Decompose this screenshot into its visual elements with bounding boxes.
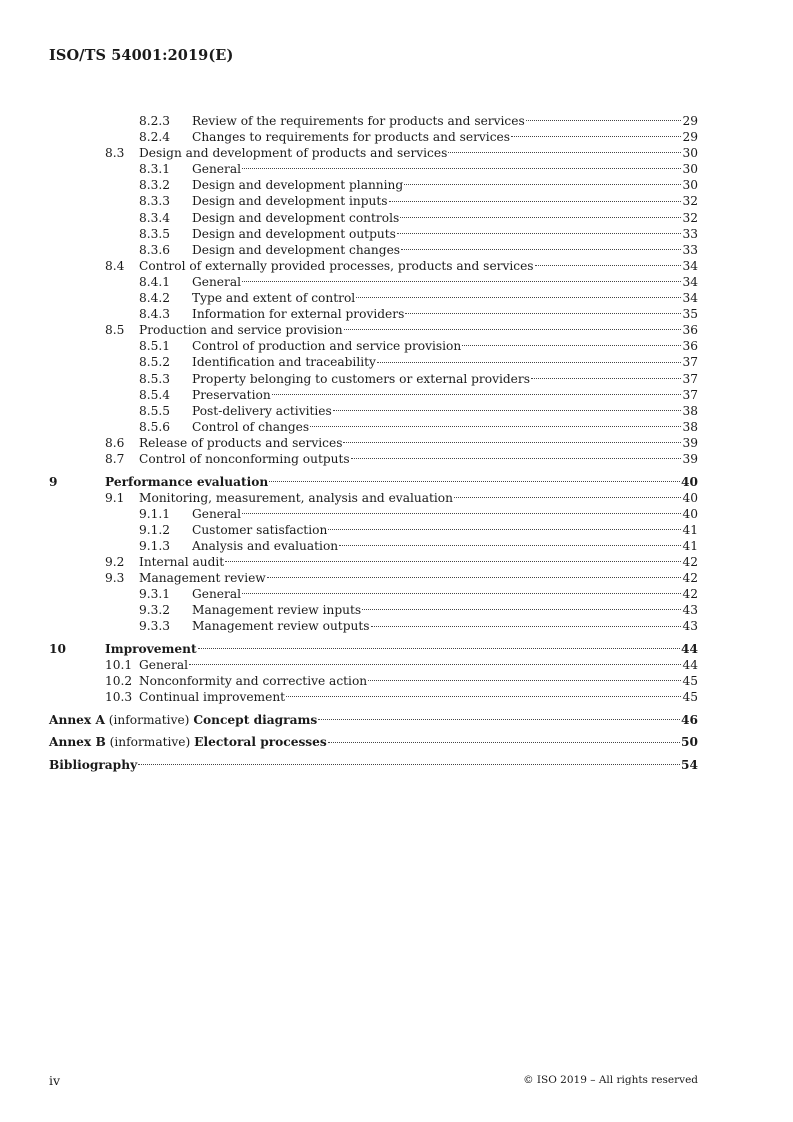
dot-leader (189, 664, 681, 665)
toc-entry-number: 8.3.1 (139, 162, 171, 177)
toc-entry-title: Property belonging to customers or external providers (192, 371, 530, 386)
toc-annex-title (49, 734, 327, 750)
toc-entry-number: 10.2 (105, 674, 133, 689)
toc-entry-title: Design and development of products and services (139, 146, 448, 161)
toc-entry-title: Preservation (192, 387, 271, 402)
toc-entry-title: Control of externally provided processes, products and services (139, 258, 534, 273)
dot-leader (242, 281, 681, 282)
toc-entry-page: 44 (681, 642, 698, 656)
toc-annex-entry[interactable] (49, 712, 698, 728)
dot-leader (351, 458, 682, 459)
toc-entry-title: Post-delivery activities (192, 403, 332, 418)
toc-entry-number: 8.7 (105, 451, 125, 466)
dot-leader (198, 648, 680, 649)
toc-entry-title: Internal audit (139, 555, 225, 570)
toc-entry-number: 8.3.4 (139, 210, 171, 225)
toc-entry-page: 43 (682, 603, 698, 618)
dot-leader (339, 545, 681, 546)
toc-entry-title: Management review inputs (192, 603, 362, 618)
toc-entry-page: 32 (682, 210, 698, 225)
toc-entry[interactable] (49, 145, 698, 161)
toc-entry[interactable] (49, 371, 698, 387)
toc-entry-number: 9.1.2 (139, 522, 171, 537)
toc-entry-number: 9.1.1 (139, 506, 171, 521)
toc-entry[interactable] (49, 210, 698, 226)
toc-entry-title: Analysis and evaluation (192, 538, 339, 553)
toc-entry-title: Changes to requirements for products and services (192, 130, 510, 145)
toc-entry[interactable] (49, 506, 698, 522)
toc-entry-title: Type and extent of control (192, 291, 356, 306)
toc-entry-page: 41 (682, 522, 698, 537)
toc-entry-page: 40 (682, 490, 698, 505)
toc-bibliography-entry[interactable] (49, 757, 698, 773)
toc-entry-title: Management review (139, 571, 266, 586)
toc-entry-number: 8.5.5 (139, 403, 171, 418)
toc-entry[interactable] (49, 354, 698, 370)
annex-type: (informative) (108, 712, 190, 727)
dot-leader (269, 481, 680, 482)
toc-entry-number: 8.5.3 (139, 371, 171, 386)
toc-entry-title: Design and development controls (192, 210, 400, 225)
toc-entry-page: 38 (682, 419, 698, 434)
toc-entry[interactable] (49, 193, 698, 209)
toc-entry-number: 10.1 (105, 658, 133, 673)
toc-entry-title: Customer satisfaction (192, 522, 328, 537)
toc-entry-page: 34 (682, 291, 698, 306)
dot-leader (286, 696, 681, 697)
toc-entry-title: Review of the requirements for products and services (192, 114, 525, 128)
toc-entry-number: 8.3.3 (139, 194, 171, 209)
toc-entry-page: 36 (682, 339, 698, 354)
toc-entry-title: General (139, 658, 188, 673)
annex-label: Annex A (49, 712, 105, 727)
toc-annex-title (49, 712, 317, 728)
dot-leader (310, 426, 681, 427)
annex-label: Annex B (49, 735, 106, 750)
toc-entry-title: Continual improvement (139, 690, 286, 705)
toc-entry[interactable] (49, 258, 698, 274)
toc-entry-title: General (192, 587, 241, 602)
page-number: iv (49, 1073, 61, 1088)
dot-leader (344, 329, 682, 330)
dot-leader (267, 577, 682, 578)
toc-entry-page: 30 (682, 146, 698, 161)
toc-entry-title: General (192, 506, 241, 521)
toc-entry-title: Monitoring, measurement, analysis and evaluation (139, 490, 453, 505)
toc-entry[interactable] (49, 226, 698, 242)
toc-entry-title: Information for external providers (192, 307, 405, 322)
dot-leader (526, 120, 682, 121)
toc-entry-page: 37 (682, 387, 698, 402)
toc-entry-page: 37 (682, 371, 698, 386)
toc-entry-page: 33 (682, 242, 698, 257)
toc-entry[interactable] (49, 403, 698, 419)
toc-entry-page: 54 (681, 758, 698, 773)
toc-entry-page: 29 (682, 114, 698, 128)
toc-entry[interactable] (49, 641, 698, 657)
toc-entry-number: 9.3.2 (139, 603, 171, 618)
dot-leader (356, 297, 681, 298)
annex-type: (informative) (109, 735, 191, 750)
toc-entry-number: 8.3.2 (139, 178, 171, 193)
dot-leader (272, 394, 682, 395)
toc-entry-number: 8.5 (105, 323, 125, 338)
dot-leader (362, 609, 681, 610)
copyright-notice: © ISO 2019 – All rights reserved (523, 1074, 698, 1086)
toc-entry-title: Control of changes (192, 419, 310, 434)
toc-entry-number: 8.5.1 (139, 339, 171, 354)
toc-entry-number: 9.3 (105, 571, 125, 586)
dot-leader (328, 742, 680, 743)
toc-entry-page: 37 (682, 355, 698, 370)
dot-leader (242, 513, 681, 514)
toc-entry-number: 8.4.1 (139, 274, 171, 289)
toc-entry[interactable] (49, 554, 698, 570)
toc-entry-number: 10.3 (105, 690, 133, 705)
toc-entry-page: 42 (682, 555, 698, 570)
toc-entry-title: General (192, 274, 241, 289)
toc-entry-page: 32 (682, 194, 698, 209)
dot-leader (371, 626, 682, 627)
toc-entry-number: 9.1 (105, 490, 125, 505)
dot-leader (389, 201, 682, 202)
toc-entry[interactable] (49, 387, 698, 403)
toc-entry-page: 39 (682, 435, 698, 450)
toc-entry-title: Management review outputs (192, 619, 370, 634)
toc-entry-title: Control of production and service provision (192, 339, 462, 354)
toc-entry[interactable] (49, 435, 698, 451)
toc-entry-title: Nonconformity and corrective action (139, 674, 368, 689)
dot-leader (343, 442, 681, 443)
dot-leader (401, 249, 681, 250)
toc-entry-number: 8.3.6 (139, 242, 171, 257)
toc-entry-page: 29 (682, 130, 698, 145)
dot-leader (368, 680, 681, 681)
toc-entry-page: 40 (682, 506, 698, 521)
toc-entry-number: 9.2 (105, 555, 125, 570)
toc-entry-page: 36 (682, 323, 698, 338)
toc-entry-number: 8.4.2 (139, 291, 171, 306)
toc-entry-number: 8.5.2 (139, 355, 171, 370)
dot-leader (318, 719, 680, 720)
toc-entry[interactable] (49, 129, 698, 145)
toc-entry-title: Control of nonconforming outputs (139, 451, 350, 466)
toc-entry[interactable] (49, 274, 698, 290)
toc-entry-title: General (192, 162, 241, 177)
toc-entry-number: 8.3 (105, 146, 125, 161)
dot-leader (397, 233, 682, 234)
annex-title: Concept diagrams (193, 712, 318, 727)
document-header: ISO/TS 54001:2019(E) (49, 47, 234, 64)
toc-entry[interactable] (49, 451, 698, 467)
dot-leader (242, 168, 681, 169)
toc-entry-number: 8.2.4 (139, 130, 171, 145)
dot-leader (454, 497, 682, 498)
dot-leader (225, 561, 681, 562)
dot-leader (377, 362, 682, 363)
toc-entry-page: 45 (682, 690, 698, 705)
dot-leader (404, 184, 681, 185)
toc-entry-page: 42 (682, 587, 698, 602)
toc-entry-number: 8.4.3 (139, 307, 171, 322)
toc-entry-number: 9 (49, 474, 58, 489)
toc-entry[interactable] (49, 570, 698, 586)
dot-leader (405, 313, 681, 314)
dot-leader (400, 217, 681, 218)
toc-entry-page: 40 (681, 474, 698, 489)
toc-entry-page: 43 (682, 619, 698, 634)
toc-entry-page: 30 (682, 178, 698, 193)
toc-entry[interactable] (49, 538, 698, 554)
toc-entry-page: 35 (682, 307, 698, 322)
toc-entry-number: 8.6 (105, 435, 125, 450)
toc-entry-title: Design and development planning (192, 178, 404, 193)
toc-entry-title: Design and development inputs (192, 194, 388, 209)
toc-entry-number: 8.5.4 (139, 387, 171, 402)
toc-entry-title: Production and service provision (139, 323, 343, 338)
toc-entry[interactable] (49, 177, 698, 193)
toc-entry-title: Bibliography (49, 758, 138, 773)
toc-entry-page: 44 (682, 658, 698, 673)
toc-entry-page: 38 (682, 403, 698, 418)
toc-entry-page: 34 (682, 258, 698, 273)
toc-entry[interactable] (49, 306, 698, 322)
toc-entry-number: 9.3.1 (139, 587, 171, 602)
toc-entry[interactable] (49, 290, 698, 306)
toc-entry[interactable] (49, 657, 698, 673)
dot-leader (448, 152, 681, 153)
toc-annex-entry[interactable] (49, 734, 698, 750)
toc-entry[interactable] (49, 419, 698, 435)
toc-entry-page: 45 (682, 674, 698, 689)
toc-entry[interactable] (49, 338, 698, 354)
toc-entry-title: Identification and traceability (192, 355, 376, 370)
toc-entry[interactable] (49, 242, 698, 258)
toc-entry-title: Improvement (105, 642, 197, 656)
dot-leader (531, 378, 682, 379)
toc-entry[interactable] (49, 113, 698, 129)
toc-entry-title: Design and development outputs (192, 226, 396, 241)
toc-entry-number: 9.1.3 (139, 538, 171, 553)
toc-entry-title: Design and development changes (192, 242, 401, 257)
toc-entry-number: 8.3.5 (139, 226, 171, 241)
toc-entry[interactable] (49, 689, 698, 705)
dot-leader (328, 529, 681, 530)
toc-entry-page: 34 (682, 274, 698, 289)
dot-leader (333, 410, 682, 411)
dot-leader (462, 345, 681, 346)
toc-entry[interactable] (49, 673, 698, 689)
toc-entry[interactable] (49, 602, 698, 618)
table-of-contents (49, 113, 698, 773)
dot-leader (138, 764, 680, 765)
dot-leader (535, 265, 682, 266)
toc-entry-title: Release of products and services (139, 435, 343, 450)
toc-entry-number: 8.5.6 (139, 419, 171, 434)
toc-entry-page: 33 (682, 226, 698, 241)
toc-entry-number: 10 (49, 642, 66, 656)
toc-entry[interactable] (49, 522, 698, 538)
annex-title: Electoral processes (194, 735, 327, 750)
toc-entry-page: 39 (682, 451, 698, 466)
toc-entry[interactable] (49, 586, 698, 602)
toc-entry-page: 30 (682, 162, 698, 177)
toc-entry[interactable] (49, 490, 698, 506)
toc-entry[interactable] (49, 474, 698, 490)
dot-leader (511, 136, 681, 137)
toc-entry-number: 8.4 (105, 258, 125, 273)
toc-entry[interactable] (49, 161, 698, 177)
toc-entry-number: 9.3.3 (139, 619, 171, 634)
toc-entry[interactable] (49, 322, 698, 338)
toc-entry[interactable] (49, 618, 698, 634)
toc-entry-page: 50 (681, 735, 698, 750)
toc-entry-page: 46 (681, 712, 698, 727)
toc-entry-number: 8.2.3 (139, 114, 171, 128)
toc-entry-page: 41 (682, 538, 698, 553)
dot-leader (242, 593, 681, 594)
toc-entry-title: Performance evaluation (105, 474, 269, 489)
toc-entry-page: 42 (682, 571, 698, 586)
